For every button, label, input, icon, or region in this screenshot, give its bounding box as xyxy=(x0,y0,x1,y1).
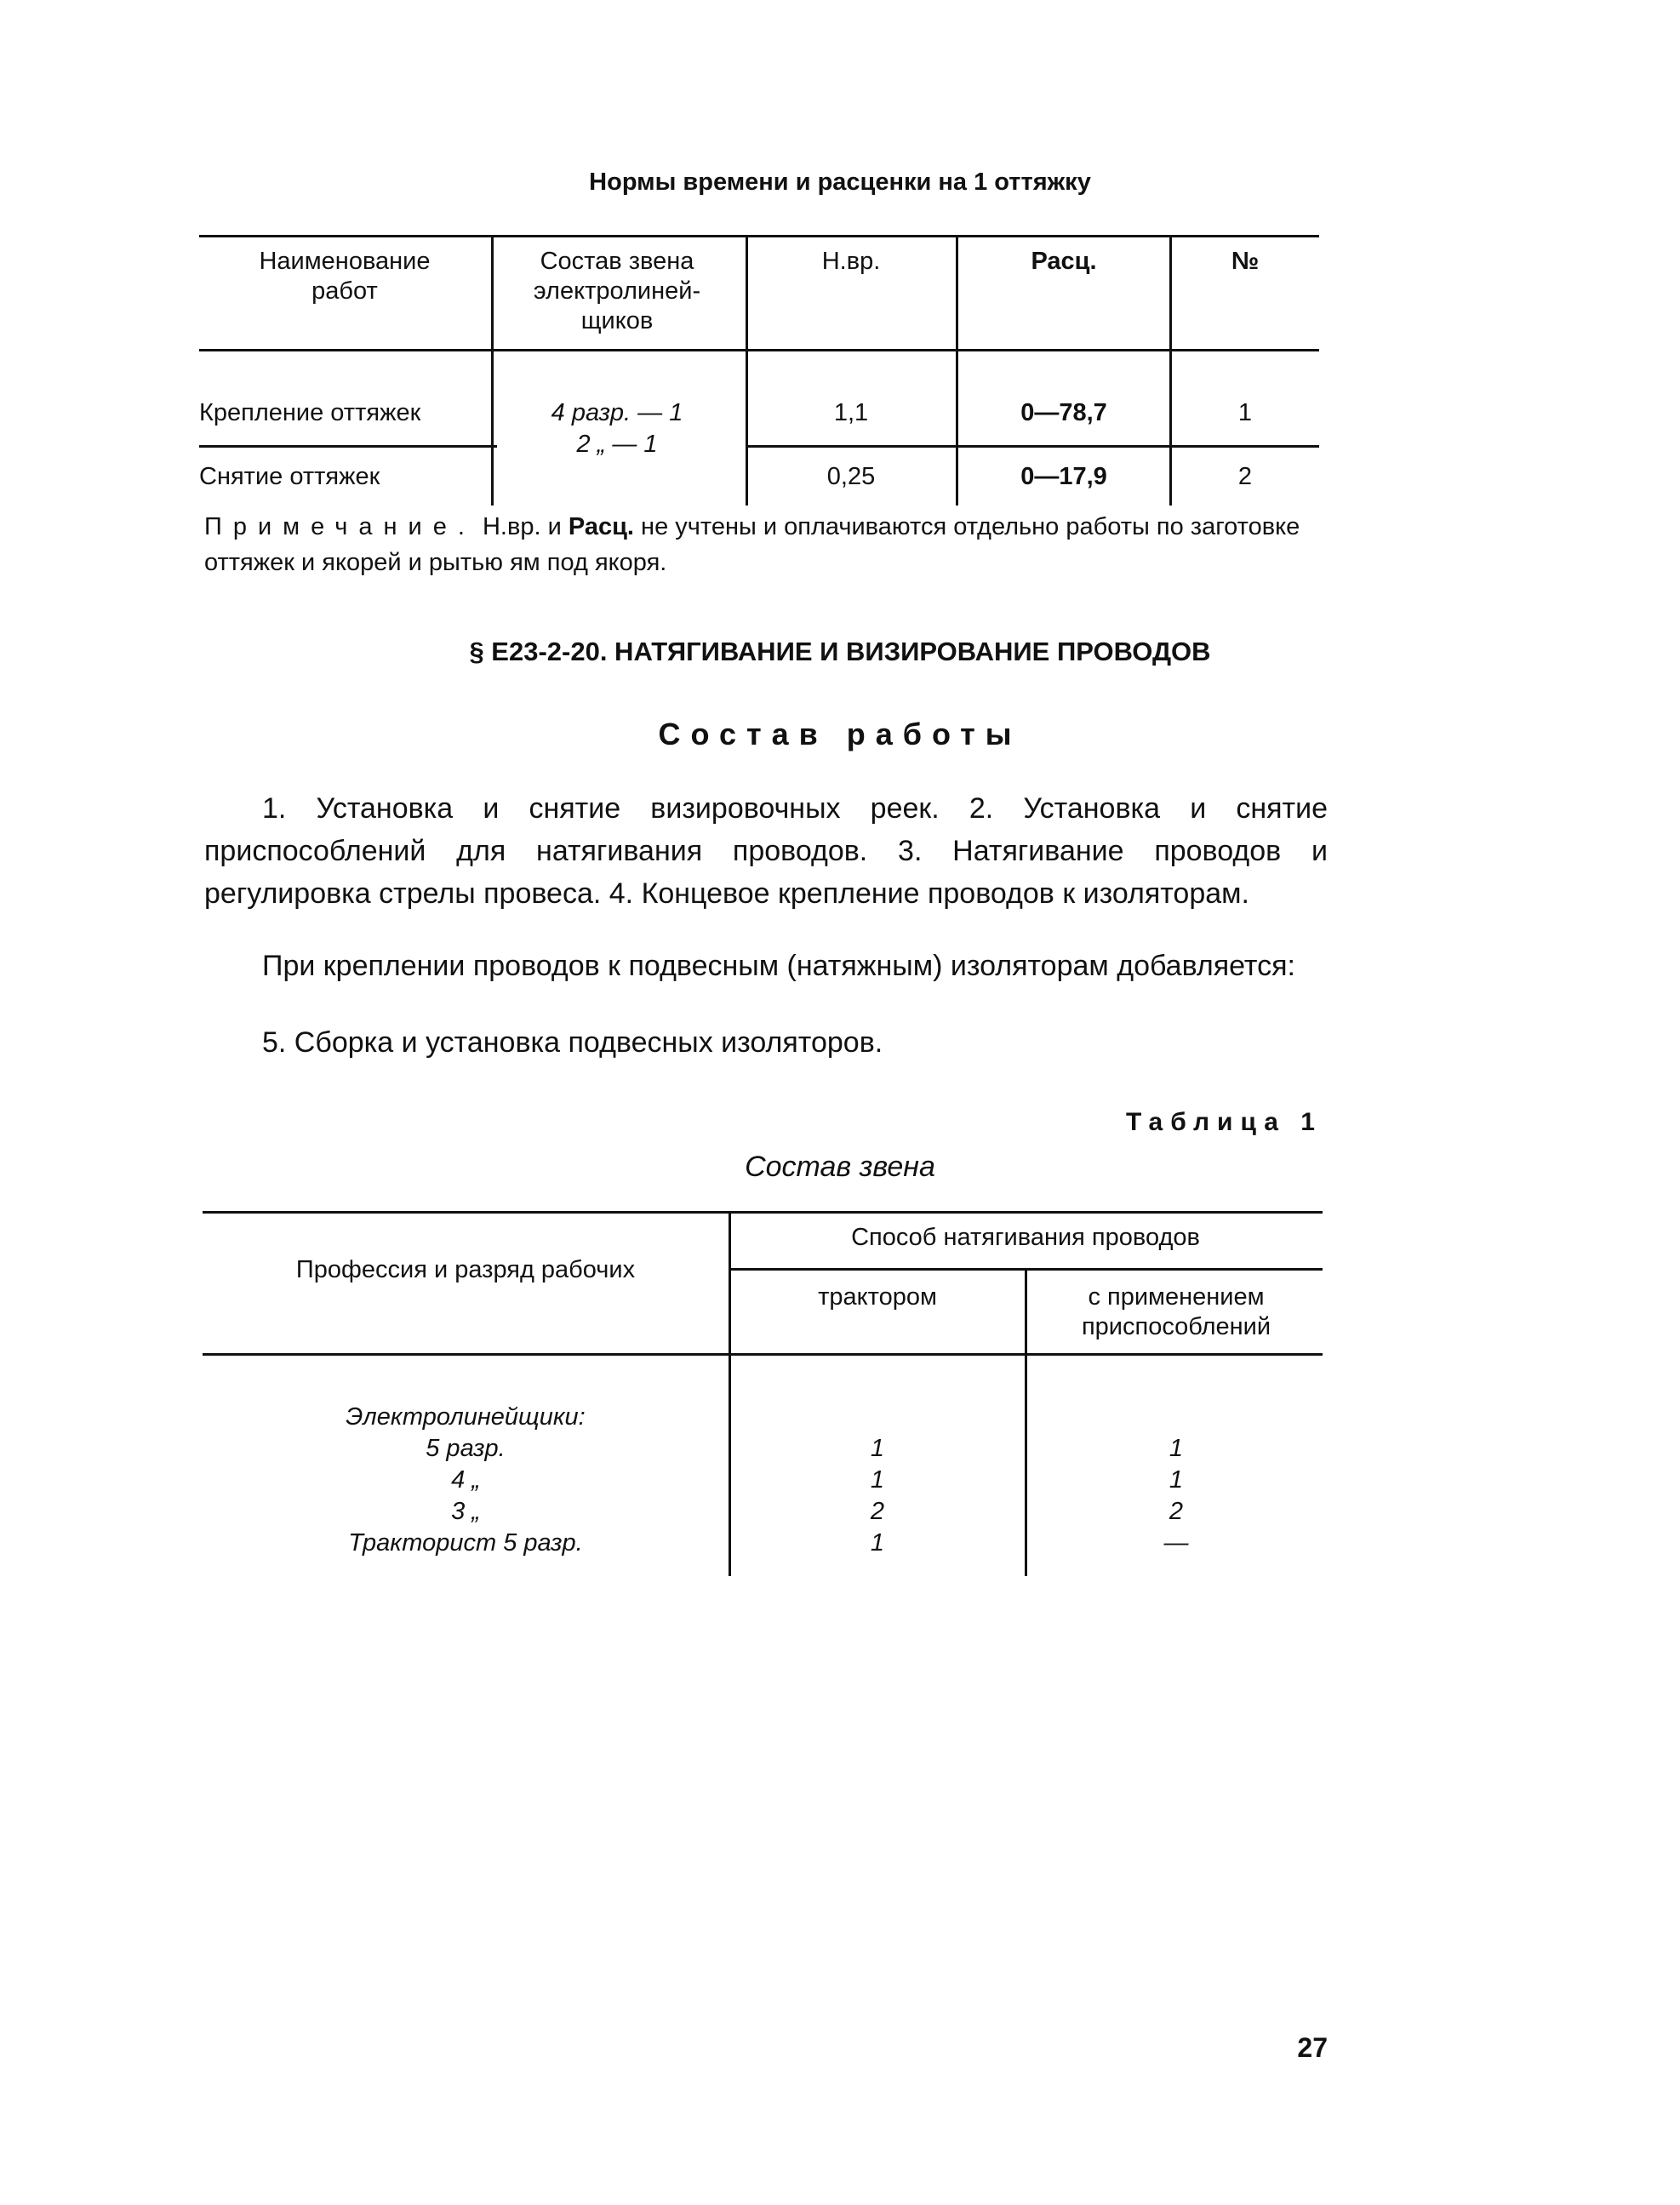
paragraph: 1. Установка и снятие визировочных реек. 2. Установка и снятие приспособлений для натягивания проводов. 3. Натягивание проводов и регулировка стрелы провеса. 4. Концевое крепление проводов к изоляторам. xyxy=(204,792,1328,910)
table1-col-divider xyxy=(1169,236,1172,506)
table1-top-rule xyxy=(199,235,1319,237)
table1-row-nvr: 0,25 xyxy=(826,463,876,490)
table2-header-devices: с применением приспособлений xyxy=(1081,1283,1271,1340)
table2-row-label: 5 разр. xyxy=(426,1435,506,1462)
table1-col-divider xyxy=(491,236,494,506)
note-text: не учтены и оплачиваются отдельно работы по заготовке оттяжек и якорей и рытью ям под якоря. xyxy=(204,513,1300,576)
table1-row-num: 1 xyxy=(1237,399,1253,426)
note-bold: Расц. xyxy=(568,513,634,540)
table2-row-label: 4 „ xyxy=(451,1466,480,1494)
table1-header-rasc: Расц. xyxy=(1031,248,1097,275)
table2-col-divider xyxy=(1025,1269,1027,1576)
table1-row-name: Крепление оттяжек xyxy=(199,399,421,426)
section-title: § Е23-2-20. НАТЯГИВАНИЕ И ВИЗИРОВАНИЕ ПРОВОДОВ xyxy=(469,637,1211,666)
table1-crew-line: 4 разр. — 1 xyxy=(551,399,683,426)
table2-row-devices: — xyxy=(1163,1529,1189,1557)
section-subtitle: Состав работы xyxy=(658,717,1022,751)
table1-header-nvr: Н.вр. xyxy=(821,248,881,275)
table1-row-name: Снятие оттяжек xyxy=(199,463,380,490)
table1-col-divider xyxy=(746,236,748,506)
table2-header-rule xyxy=(203,1353,1323,1356)
table1-header-rule xyxy=(199,349,1319,351)
table2-row-label: Тракторист 5 разр. xyxy=(348,1529,583,1557)
table2-header-profession: Профессия и разряд рабочих xyxy=(295,1256,636,1283)
table2-label: Таблица 1 xyxy=(1125,1108,1323,1136)
table2-row-tractor: 1 xyxy=(870,1529,885,1557)
table2-row-devices: 1 xyxy=(1169,1435,1184,1462)
table1-row-rasc: 0—78,7 xyxy=(1020,399,1107,426)
note-text: Н.вр. и xyxy=(475,513,569,540)
table1-row-rule xyxy=(199,445,497,448)
table2-row-devices: 2 xyxy=(1169,1498,1184,1525)
table1-row-rule xyxy=(746,445,1319,448)
table1-row-nvr: 1,1 xyxy=(833,399,869,426)
table2-row-label: 3 „ xyxy=(451,1498,480,1525)
table2-header-method: Способ натягивания проводов xyxy=(851,1224,1200,1251)
paragraph: 5. Сборка и установка подвесных изоляторов. xyxy=(262,1026,883,1059)
table1-col-divider xyxy=(956,236,958,506)
note-label: Примечание. xyxy=(204,513,476,540)
table2-group-label: Электролинейщики: xyxy=(346,1403,586,1431)
table2-row-tractor: 2 xyxy=(870,1498,885,1525)
page-number: 27 xyxy=(1297,2032,1328,2063)
table2-caption: Состав звена xyxy=(745,1151,935,1183)
table1-row-num: 2 xyxy=(1237,463,1253,490)
table2-top-rule xyxy=(203,1211,1323,1214)
paragraph: При креплении проводов к подвесным (натяжным) изоляторам добавляется: xyxy=(262,950,1295,982)
table1-row-rasc: 0—17,9 xyxy=(1020,463,1107,490)
table1-header-crew: Состав звена электролиней-щиков xyxy=(533,248,701,334)
table1-title: Нормы времени и расценки на 1 оттяжку xyxy=(589,169,1091,196)
table2-header-tractor: трактором xyxy=(818,1283,937,1311)
table2-col-divider xyxy=(729,1212,731,1576)
table2-row-devices: 1 xyxy=(1169,1466,1184,1494)
table1-header-num: № xyxy=(1231,248,1260,275)
table1-crew-line: 2 „ — 1 xyxy=(576,431,658,458)
table1-header-name: Наименование работ xyxy=(259,248,431,305)
table2-row-tractor: 1 xyxy=(870,1435,885,1462)
table2-row-tractor: 1 xyxy=(870,1466,885,1494)
table1-note xyxy=(204,509,1328,580)
